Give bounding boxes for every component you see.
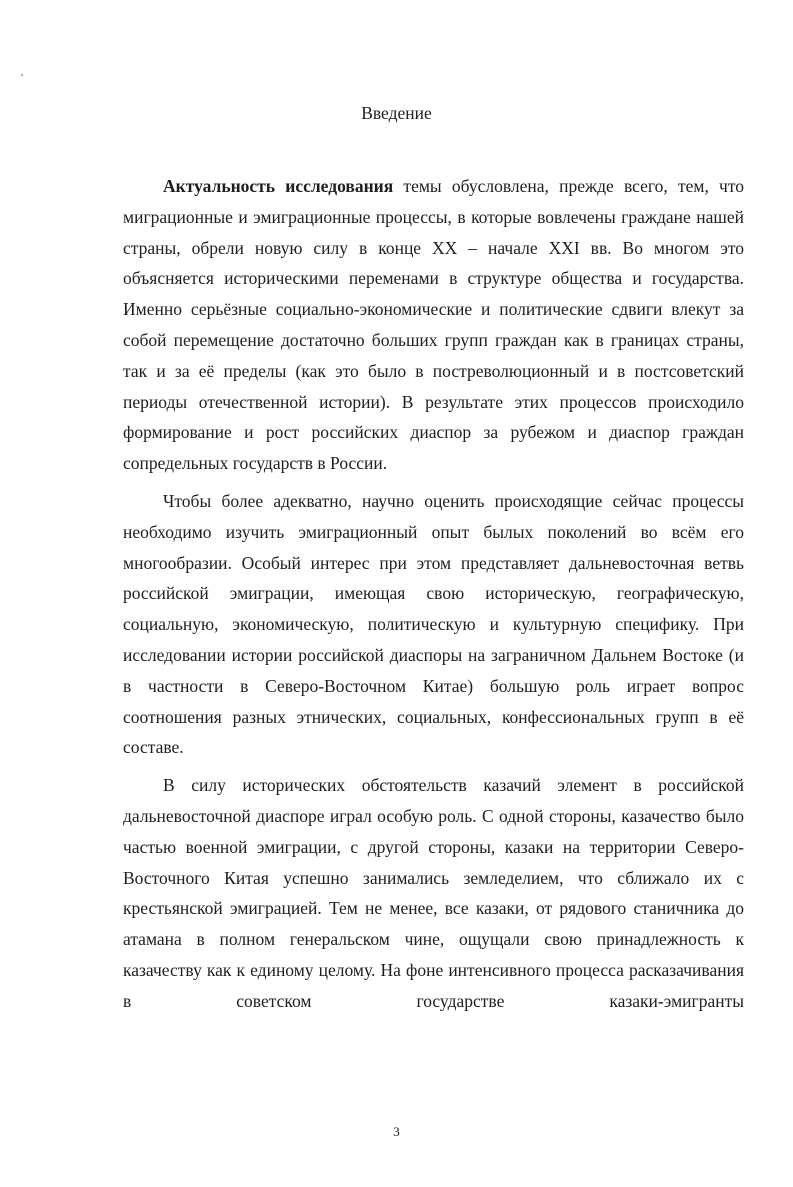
paragraph-text: В силу исторических обстоятельств казачий элемент в российской дальневосточной диаспоре играл особую роль. С одной стороны, казачество было частью военной эмиграции, с другой стороны, казаки на территории Северо-Восточного Китая успешно занимались земледелием, что сближало их с крестьянской эмиграцией. Тем не менее, все казаки, от рядового станичника до атамана в полном генеральском чине, ощущали свою принадлежность к казачеству как к единому целому. На фоне интенсивного процесса расказачивания в советском государстве казаки-эмигранты [123,775,744,1011]
paragraph-text: Чтобы более адекватно, научно оценить происходящие сейчас процессы необходимо изучить эмиграционный опыт былых поколений во всём его многообразии. Особый интерес при этом представляет дальневосточная ветвь российской эмиграции, имеющая свою историческую, географическую, социальную, экономическую, политическую и культурную специфику. При исследовании истории российской диаспоры на заграничном Дальнем Востоке (и в частности в Северо-Восточном Китае) большую роль играет вопрос соотношения разных этнических, социальных, конфессиональных групп в её составе. [123,490,744,758]
paragraph-cossacks [123,770,744,1016]
page-number: 3 [393,1124,400,1139]
body-text [123,171,744,1017]
paragraph-relevance [123,171,744,479]
section-title: Введение [361,103,432,123]
scan-speck [21,74,23,76]
paragraph-emigration-experience [123,486,744,763]
paragraph-text: темы обусловлена, прежде всего, тем, что миграционные и эмиграционные процессы, в которые вовлечены граждане нашей страны, обрели новую силу в конце XX – начале XXI вв. Во многом это объясняется историческими переменами в структуре общества и государства. Именно серьёзные социально-экономические и политические сдвиги влекут за собой перемещение достаточно больших групп граждан как в границах страны, так и за её пределы (как это было в постреволюционный и в постсоветский периоды отечественной истории). В результате этих процессов происходило формирование и рост российских диаспор за рубежом и диаспор граждан сопредельных государств в России. [123,176,744,474]
relevance-lead: Актуальность исследования [163,176,394,196]
